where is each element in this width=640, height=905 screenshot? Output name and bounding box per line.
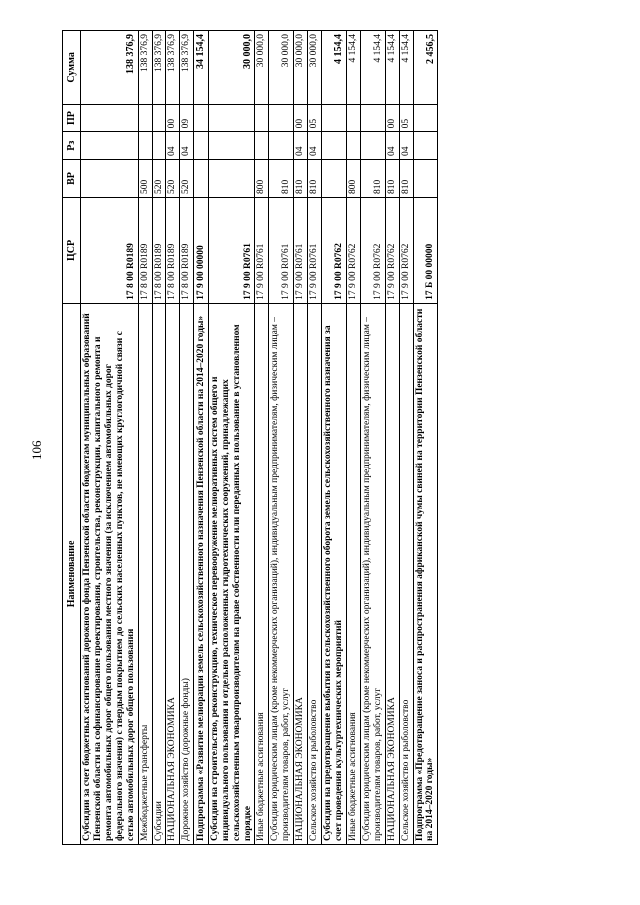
- header-sum: Сумма: [63, 31, 81, 105]
- cell-csr: 17 8 00 R0189: [180, 197, 194, 303]
- cell-vr: 810: [269, 159, 294, 197]
- cell-pr: [81, 104, 139, 132]
- cell-csr: 17 8 00 R0189: [81, 197, 139, 303]
- cell-name: Дорожное хозяйство (дорожные фонды): [180, 303, 194, 844]
- cell-pr: [255, 104, 269, 132]
- cell-rz: [208, 132, 255, 160]
- cell-sum: 4 154,4: [360, 31, 385, 105]
- table-row: [294, 31, 308, 845]
- cell-sum: 138 376,9: [81, 31, 139, 105]
- table-row: [81, 31, 139, 845]
- table-header-row: [63, 31, 81, 845]
- cell-sum: 30 000,0: [308, 31, 322, 105]
- cell-csr: 17 9 00 R0762: [322, 197, 347, 303]
- cell-name: Субсидии: [152, 303, 166, 844]
- cell-pr: [152, 104, 166, 132]
- cell-name: Субсидии юридическим лицам (кроме некоммерческих организаций), индивидуальным предпринимателям, физическим лицам – производителям товаров, работ, услуг: [360, 303, 385, 844]
- cell-vr: [81, 159, 139, 197]
- cell-csr: 17 8 00 R0189: [166, 197, 180, 303]
- header-pr: ПР: [63, 104, 81, 132]
- cell-sum: 30 000,0: [269, 31, 294, 105]
- cell-vr: [208, 159, 255, 197]
- table-row: [166, 31, 180, 845]
- cell-rz: [152, 132, 166, 160]
- cell-pr: [269, 104, 294, 132]
- table-row: [322, 31, 347, 845]
- cell-rz: [81, 132, 139, 160]
- table-row: [180, 31, 194, 845]
- cell-vr: 520: [166, 159, 180, 197]
- cell-vr: 810: [385, 159, 399, 197]
- header-vr: ВР: [63, 159, 81, 197]
- cell-vr: [194, 159, 209, 197]
- cell-name: НАЦИОНАЛЬНАЯ ЭКОНОМИКА: [385, 303, 399, 844]
- cell-csr: 17 8 00 R0189: [138, 197, 152, 303]
- cell-pr: [346, 104, 360, 132]
- table-row: [152, 31, 166, 845]
- table-row: [194, 31, 209, 845]
- cell-pr: 00: [166, 104, 180, 132]
- cell-name: Подпрограмма «Предотвращение заноса и распространения африканской чумы свиней на территории Пензенской области на 2014–2020 годы»: [413, 303, 438, 844]
- cell-pr: [413, 104, 438, 132]
- cell-sum: 34 154,4: [194, 31, 209, 105]
- cell-csr: 17 9 00 R0761: [308, 197, 322, 303]
- table-row: [413, 31, 438, 845]
- cell-rz: 04: [294, 132, 308, 160]
- header-name: Наименование: [63, 303, 81, 844]
- table-row: [308, 31, 322, 845]
- cell-sum: 4 154,4: [346, 31, 360, 105]
- cell-name: НАЦИОНАЛЬНАЯ ЭКОНОМИКА: [294, 303, 308, 844]
- table-row: [208, 31, 255, 845]
- cell-vr: 800: [346, 159, 360, 197]
- cell-csr: 17 9 00 R0762: [399, 197, 413, 303]
- cell-vr: 810: [399, 159, 413, 197]
- cell-sum: 2 456,5: [413, 31, 438, 105]
- cell-vr: 520: [180, 159, 194, 197]
- cell-vr: 500: [138, 159, 152, 197]
- table-row: [269, 31, 294, 845]
- cell-name: Сельское хозяйство и рыболовство: [308, 303, 322, 844]
- cell-sum: 4 154,4: [399, 31, 413, 105]
- cell-rz: [346, 132, 360, 160]
- cell-rz: [269, 132, 294, 160]
- cell-rz: [322, 132, 347, 160]
- budget-table: [62, 30, 438, 845]
- cell-rz: 04: [166, 132, 180, 160]
- cell-pr: 05: [308, 104, 322, 132]
- cell-pr: 00: [294, 104, 308, 132]
- cell-pr: [208, 104, 255, 132]
- cell-csr: 17 9 00 R0761: [255, 197, 269, 303]
- cell-vr: 810: [360, 159, 385, 197]
- cell-vr: [322, 159, 347, 197]
- cell-csr: 17 9 00 R0762: [360, 197, 385, 303]
- table-row: [138, 31, 152, 845]
- table-row: [399, 31, 413, 845]
- cell-name: Иные бюджетные ассигнования: [346, 303, 360, 844]
- cell-sum: 138 376,9: [138, 31, 152, 105]
- cell-rz: 04: [399, 132, 413, 160]
- cell-csr: 17 Б 00 00000: [413, 197, 438, 303]
- cell-rz: [413, 132, 438, 160]
- page-number: 106: [29, 440, 44, 460]
- cell-csr: 17 8 00 R0189: [152, 197, 166, 303]
- header-csr: ЦСР: [63, 197, 81, 303]
- table-row: [385, 31, 399, 845]
- cell-pr: 05: [399, 104, 413, 132]
- cell-sum: 30 000,0: [294, 31, 308, 105]
- cell-vr: 520: [152, 159, 166, 197]
- table-row: [346, 31, 360, 845]
- cell-vr: 810: [294, 159, 308, 197]
- cell-vr: 800: [255, 159, 269, 197]
- table-row: [255, 31, 269, 845]
- cell-rz: 04: [385, 132, 399, 160]
- cell-sum: 138 376,9: [166, 31, 180, 105]
- cell-rz: [138, 132, 152, 160]
- cell-sum: 4 154,4: [385, 31, 399, 105]
- cell-name: Сельское хозяйство и рыболовство: [399, 303, 413, 844]
- cell-rz: [255, 132, 269, 160]
- cell-pr: [138, 104, 152, 132]
- cell-csr: 17 9 00 00000: [194, 197, 209, 303]
- cell-name: Субсидии на предотвращение выбытия из сельскохозяйственного оборота земель сельскохозяйственного назначения за счет проведения культуртехнических мероприятий: [322, 303, 347, 844]
- cell-pr: 00: [385, 104, 399, 132]
- cell-csr: 17 9 00 R0762: [346, 197, 360, 303]
- cell-sum: 138 376,9: [152, 31, 166, 105]
- cell-name: Субсидии юридическим лицам (кроме некоммерческих организаций), индивидуальным предпринимателям, физическим лицам – производителям товаров, работ, услуг: [269, 303, 294, 844]
- cell-csr: 17 9 00 R0761: [294, 197, 308, 303]
- cell-pr: [360, 104, 385, 132]
- cell-csr: 17 9 00 R0761: [269, 197, 294, 303]
- cell-vr: [413, 159, 438, 197]
- cell-sum: 30 000,0: [255, 31, 269, 105]
- cell-csr: 17 9 00 R0762: [385, 197, 399, 303]
- table-body: [81, 31, 438, 845]
- cell-pr: [322, 104, 347, 132]
- cell-rz: [360, 132, 385, 160]
- cell-sum: 138 376,9: [180, 31, 194, 105]
- cell-name: Субсидии за счет бюджетных ассигнований дорожного фонда Пензенской области бюджетам муниципальных образований Пензенской области на софинансирование проектирования, строительства, реконструкции, капитального ремонта и ремонта автомобильных дорог общего пользования местного значения (за исключением автомобильных дорог федерального значения) с твердым покрытием до сельских населенных пунктов, не имеющих круглогодичной связи с сетью автомобильных дорог общего пользования: [81, 303, 139, 844]
- cell-name: НАЦИОНАЛЬНАЯ ЭКОНОМИКА: [166, 303, 180, 844]
- cell-rz: 04: [308, 132, 322, 160]
- cell-csr: 17 9 00 R0761: [208, 197, 255, 303]
- cell-name: Межбюджетные трансферты: [138, 303, 152, 844]
- cell-rz: [194, 132, 209, 160]
- table-row: [360, 31, 385, 845]
- cell-vr: 810: [308, 159, 322, 197]
- cell-pr: [194, 104, 209, 132]
- cell-name: Иные бюджетные ассигнования: [255, 303, 269, 844]
- header-rz: Рз: [63, 132, 81, 160]
- cell-sum: 30 000,0: [208, 31, 255, 105]
- cell-pr: 09: [180, 104, 194, 132]
- cell-name: Подпрограмма «Развитие мелиорации земель сельскохозяйственного назначения Пензенской области на 2014–2020 годы»: [194, 303, 209, 844]
- cell-sum: 4 154,4: [322, 31, 347, 105]
- cell-rz: 04: [180, 132, 194, 160]
- cell-name: Субсидии на строительство, реконструкцию, техническое перевооружение мелиоративных систем общего и индивидуального пользования и отдельно расположенных гидротехнических сооружений, принадлежащих сельскохозяйственным товаропроизводителям на праве собственности или переданных в пользование в установленном порядке: [208, 303, 255, 844]
